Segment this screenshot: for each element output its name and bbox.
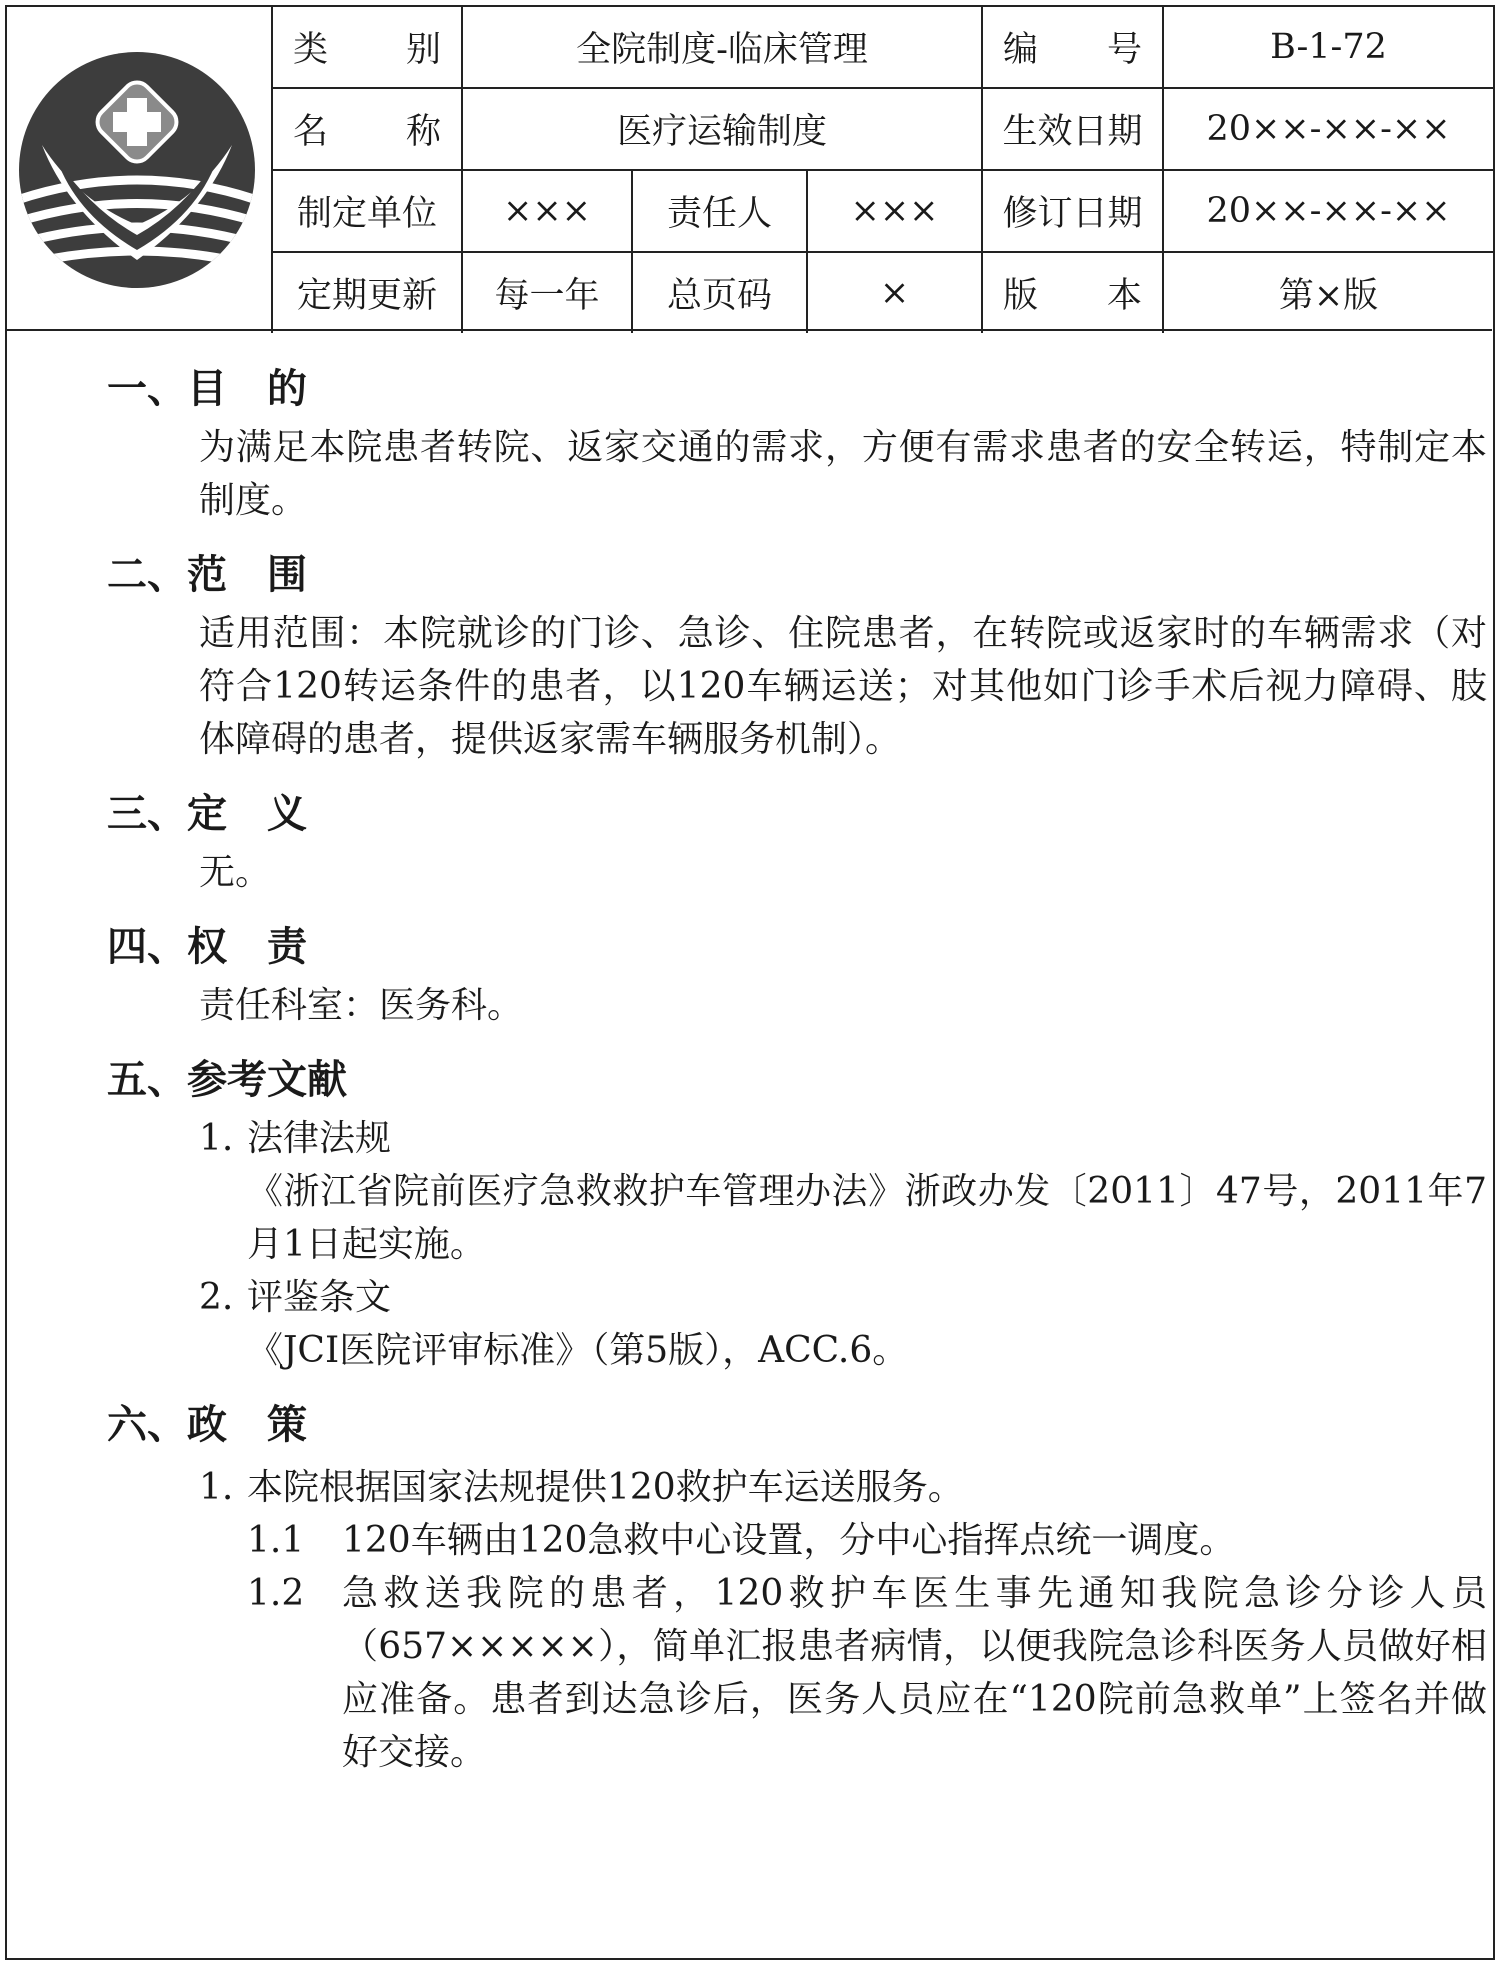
section-title: 一、目 的 — [107, 366, 307, 412]
list-item-label: 评鉴条文 — [247, 1277, 392, 1318]
section-text: 适用范围：本院就诊的门诊、急诊、住院患者，在转院或返家时的车辆需求（对符合120转运条件的患者，以120车辆运送；对其他如门诊手术后视力障碍、肢体障碍的患者，提供返家需车辆服务机制）。 — [199, 613, 1487, 760]
document-header — [7, 7, 1492, 331]
section-purpose — [107, 361, 1487, 527]
meta-row-category — [272, 7, 1493, 88]
category-label: 类别 — [272, 7, 462, 88]
revised-date-label: 修订日期 — [982, 170, 1163, 252]
effective-date-label: 生效日期 — [982, 88, 1163, 170]
unit-label: 制定单位 — [272, 170, 462, 252]
meta-row-unit — [272, 170, 1493, 252]
name-label: 名称 — [272, 88, 462, 170]
hospital-logo — [7, 7, 271, 329]
document-body — [107, 361, 1487, 1799]
meta-row-update — [272, 252, 1493, 333]
section-title: 六、政 策 — [107, 1402, 307, 1448]
section-scope — [107, 547, 1487, 766]
section-definition — [107, 786, 1487, 899]
document-meta-table — [271, 7, 1493, 333]
pages-value: × — [807, 252, 982, 333]
meta-row-name — [272, 88, 1493, 170]
section-text: 无。 — [199, 852, 272, 893]
update-value: 每一年 — [462, 252, 632, 333]
section-title: 二、范 围 — [107, 552, 307, 598]
owner-value: ××× — [807, 170, 982, 252]
list-item-number: 2. — [199, 1277, 234, 1318]
list-item-text: 《JCI医院评审标准》（第5版），ACC.6。 — [247, 1330, 909, 1371]
sub-list-item — [247, 1567, 1487, 1779]
list-item — [199, 1112, 1487, 1165]
section-text: 责任科室：医务科。 — [199, 985, 524, 1026]
section-responsibility — [107, 919, 1487, 1032]
list-item-number: 1. — [199, 1467, 234, 1508]
owner-label: 责任人 — [632, 170, 807, 252]
sub-list-item — [247, 1514, 1487, 1567]
version-label: 版本 — [982, 252, 1163, 333]
section-title: 四、权 责 — [107, 924, 307, 970]
section-policy — [107, 1397, 1487, 1779]
pages-label: 总页码 — [632, 252, 807, 333]
hospital-emblem-icon — [17, 50, 257, 290]
code-label: 编号 — [982, 7, 1163, 88]
unit-value: ××× — [462, 170, 632, 252]
list-item-label: 本院根据国家法规提供120救护车运送服务。 — [247, 1467, 964, 1508]
section-text: 为满足本院患者转院、返家交通的需求，方便有需求患者的安全转运，特制定本制度。 — [199, 427, 1487, 521]
list-item-label: 法律法规 — [247, 1118, 392, 1159]
document-frame — [5, 5, 1495, 1960]
category-value: 全院制度-临床管理 — [462, 7, 982, 88]
update-label: 定期更新 — [272, 252, 462, 333]
list-item — [199, 1271, 1487, 1324]
version-value: 第×版 — [1163, 252, 1493, 333]
sub-list-item-number: 1.1 — [247, 1520, 305, 1561]
list-item — [199, 1461, 1487, 1514]
code-value: B-1-72 — [1163, 7, 1493, 88]
name-value: 医疗运输制度 — [462, 88, 982, 170]
sub-list-item-number: 1.2 — [247, 1573, 305, 1614]
list-item-text: 《浙江省院前医疗急救救护车管理办法》浙政办发〔2011〕47号，2011年7月1日起实施。 — [247, 1171, 1487, 1265]
section-title: 五、参考文献 — [107, 1057, 347, 1103]
revised-date-value: 20××-××-×× — [1163, 170, 1493, 252]
sub-list-item-text: 120车辆由120急救中心设置，分中心指挥点统一调度。 — [342, 1520, 1236, 1561]
sub-list-item-text: 急救送我院的患者，120救护车医生事先通知我院急诊分诊人员（657×××××），简单汇报患者病情，以便我院急诊科医务人员做好相应准备。患者到达急诊后，医务人员应在“120院前急救单”上签名并做好交接。 — [342, 1573, 1487, 1773]
section-references — [107, 1052, 1487, 1377]
effective-date-value: 20××-××-×× — [1163, 88, 1493, 170]
list-item-number: 1. — [199, 1118, 234, 1159]
section-title: 三、定 义 — [107, 791, 307, 837]
